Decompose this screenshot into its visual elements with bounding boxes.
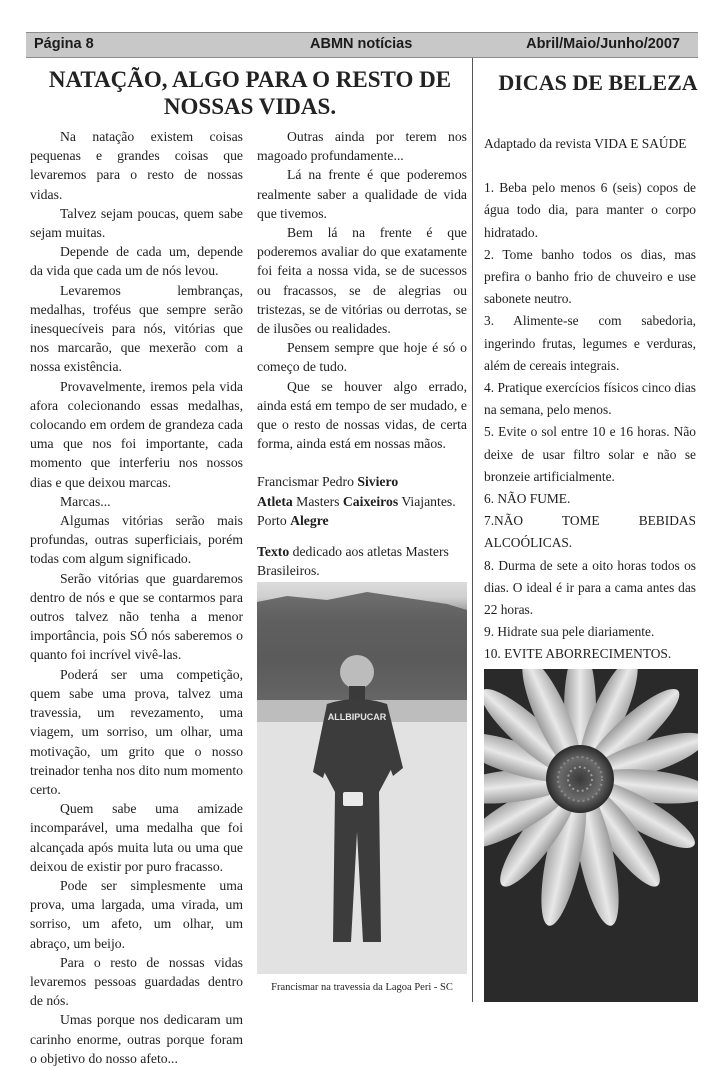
photo-caption: Francismar na travessia da Lagoa Peri - SC — [271, 982, 453, 993]
article-title — [30, 66, 470, 120]
paragraph: Para o resto de nossas vidas levaremos pessoas guardadas dentro de nós. — [30, 954, 243, 1009]
tip-item: 7.NÃO TOME BEBIDAS ALCOÓLICAS. — [484, 513, 696, 551]
affiliation-word: Caixeiros — [342, 493, 399, 509]
affiliation-word: Atleta — [257, 493, 293, 509]
daisy-flower-image — [484, 669, 698, 1002]
paragraph: Pode ser simplesmente uma prova, uma largada, uma virada, um sorriso, um afeto, um olhar, um abraço, um beijo. — [30, 877, 243, 951]
paragraph: Quem sabe uma amizade incomparável, uma medalha que foi alcançada após muita luta ou uma que deixou de existir por puro fracasso. — [30, 801, 243, 874]
issue-date: Abril/Maio/Junho/2007 — [526, 36, 680, 52]
affiliation-word: Alegre — [290, 512, 329, 528]
wetsuit-logo: ALLBIPUCAR — [327, 712, 387, 722]
beauty-tips-column — [484, 133, 696, 666]
paragraph: Levaremos lembranças, medalhas, troféus que sempre serão inesquecíveis para nós, vitórias que nos marcarão, que mexerão com a nossa existência. — [30, 282, 243, 375]
dedication-word: Texto — [257, 544, 290, 560]
tip-item: 4. Pratique exercícios físicos cinco dias na semana, pelo menos. — [484, 380, 696, 418]
author-surname: Siviero — [357, 474, 399, 490]
author-credit — [257, 472, 467, 491]
author-name: Francismar Pedro — [257, 474, 358, 490]
paragraph: Algumas vitórias serão mais profundas, outras superficiais, porém todas com algum significado. — [30, 513, 243, 567]
paragraph: Na natação existem coisas pequenas e grandes coisas que levaremos para o resto de nossas vidas. — [30, 129, 243, 202]
paragraph: Provavelmente, iremos pela vida afora colecionando essas medalhas, colocando em ordem de grandeza cada uma que nos foi importante, cada momento que interferiu nos nossos dias e que deixou marcas. — [30, 378, 243, 490]
paragraph: Que se houver algo errado, ainda está em tempo de ser mudado, e que o resto de nossas vidas, de certa forma, ainda está em nossas mãos. — [257, 378, 467, 452]
page-number: Página 8 — [34, 36, 94, 52]
paragraph: Outras ainda por terem nos magoado profundamente... — [257, 129, 467, 164]
beauty-title: DICAS DE BELEZA — [498, 70, 698, 95]
affiliation-word: Masters — [292, 493, 343, 509]
tip-item: 9. Hidrate sua pele diariamente. — [484, 624, 655, 640]
swimmer-photo — [257, 582, 467, 974]
tip-item: 8. Durma de sete a oito horas todos os dias. O ideal é ir para a cama antes das 22 horas. — [484, 557, 696, 618]
column-divider — [472, 58, 473, 1002]
paragraph: Lá na frente é que poderemos realmente saber a qualidade de vida que tivemos. — [257, 167, 467, 221]
tip-item: 1. Beba pelo menos 6 (seis) copos de água todo dia, para manter o corpo hidratado. — [484, 180, 696, 240]
paragraph: Umas porque nos dedicaram um carinho enorme, outras porque foram o objetivo do nosso afeto... — [30, 1012, 243, 1066]
paragraph: Bem lá na frente é que poderemos avaliar do que exatamente foi feita a nossa vida, se de sucessos ou fracassos, se de alegrias ou tristezas, se de vitórias ou derrotas, se de ilusões ou realidades. — [257, 225, 467, 337]
paragraph: Serão vitórias que guardaremos dentro de nós e que se contarmos para outros talvez não tenha a menor importância, pois SÓ nós saberemos o quanto foi incrível vivê-las. — [30, 570, 243, 663]
beauty-source: Adaptado da revista VIDA E SAÚDE — [484, 136, 687, 151]
tip-item: 3. Alimente-se com sabedoria, ingerindo frutas, legumes e verduras, além de cereais integrais. — [484, 313, 696, 373]
paragraph: Talvez sejam poucas, quem sabe sejam muitas. — [30, 205, 243, 241]
article-column-2 — [257, 127, 467, 580]
article-title-line-2: NOSSAS VIDAS. — [163, 94, 337, 119]
paragraph: Pensem sempre que hoje é só o começo de tudo. — [257, 340, 467, 375]
paragraph: Depende de cada um, depende da vida que cada um de nós levou. — [30, 244, 243, 279]
publication-name: ABMN notícias — [310, 36, 413, 52]
paragraph: Poderá ser uma competição, quem sabe uma prova, talvez uma travessia, um revezamento, uma viagem, um sorriso, um olhar, uma motivação, um grito que o nosso treinador tenha nos dito num momento certo. — [30, 666, 243, 797]
tip-item: 10. EVITE ABORRECIMENTOS. — [484, 646, 672, 662]
article-title-line-1: NATAÇÃO, ALGO PARA O RESTO DE — [48, 67, 452, 92]
paragraph: Marcas... — [60, 493, 111, 509]
tip-item: 6. NÃO FUME. — [484, 491, 571, 507]
dedication — [257, 542, 467, 580]
tip-item: 5. Evite o sol entre 10 e 16 horas. Não deixe de usar filtro solar e não se bronzeie artificialmente. — [484, 424, 696, 484]
author-affiliation — [257, 492, 467, 530]
affiliation-word: Viajantes. Porto — [257, 493, 456, 528]
article-column-1 — [30, 127, 243, 1068]
page-header — [26, 32, 698, 58]
dedication-text: dedicado aos atletas Masters Brasileiros. — [257, 544, 449, 579]
tip-item: 2. Tome banho todos os dias, mas prefira o banho frio de chuveiro e use sabonete neutro. — [484, 246, 696, 307]
